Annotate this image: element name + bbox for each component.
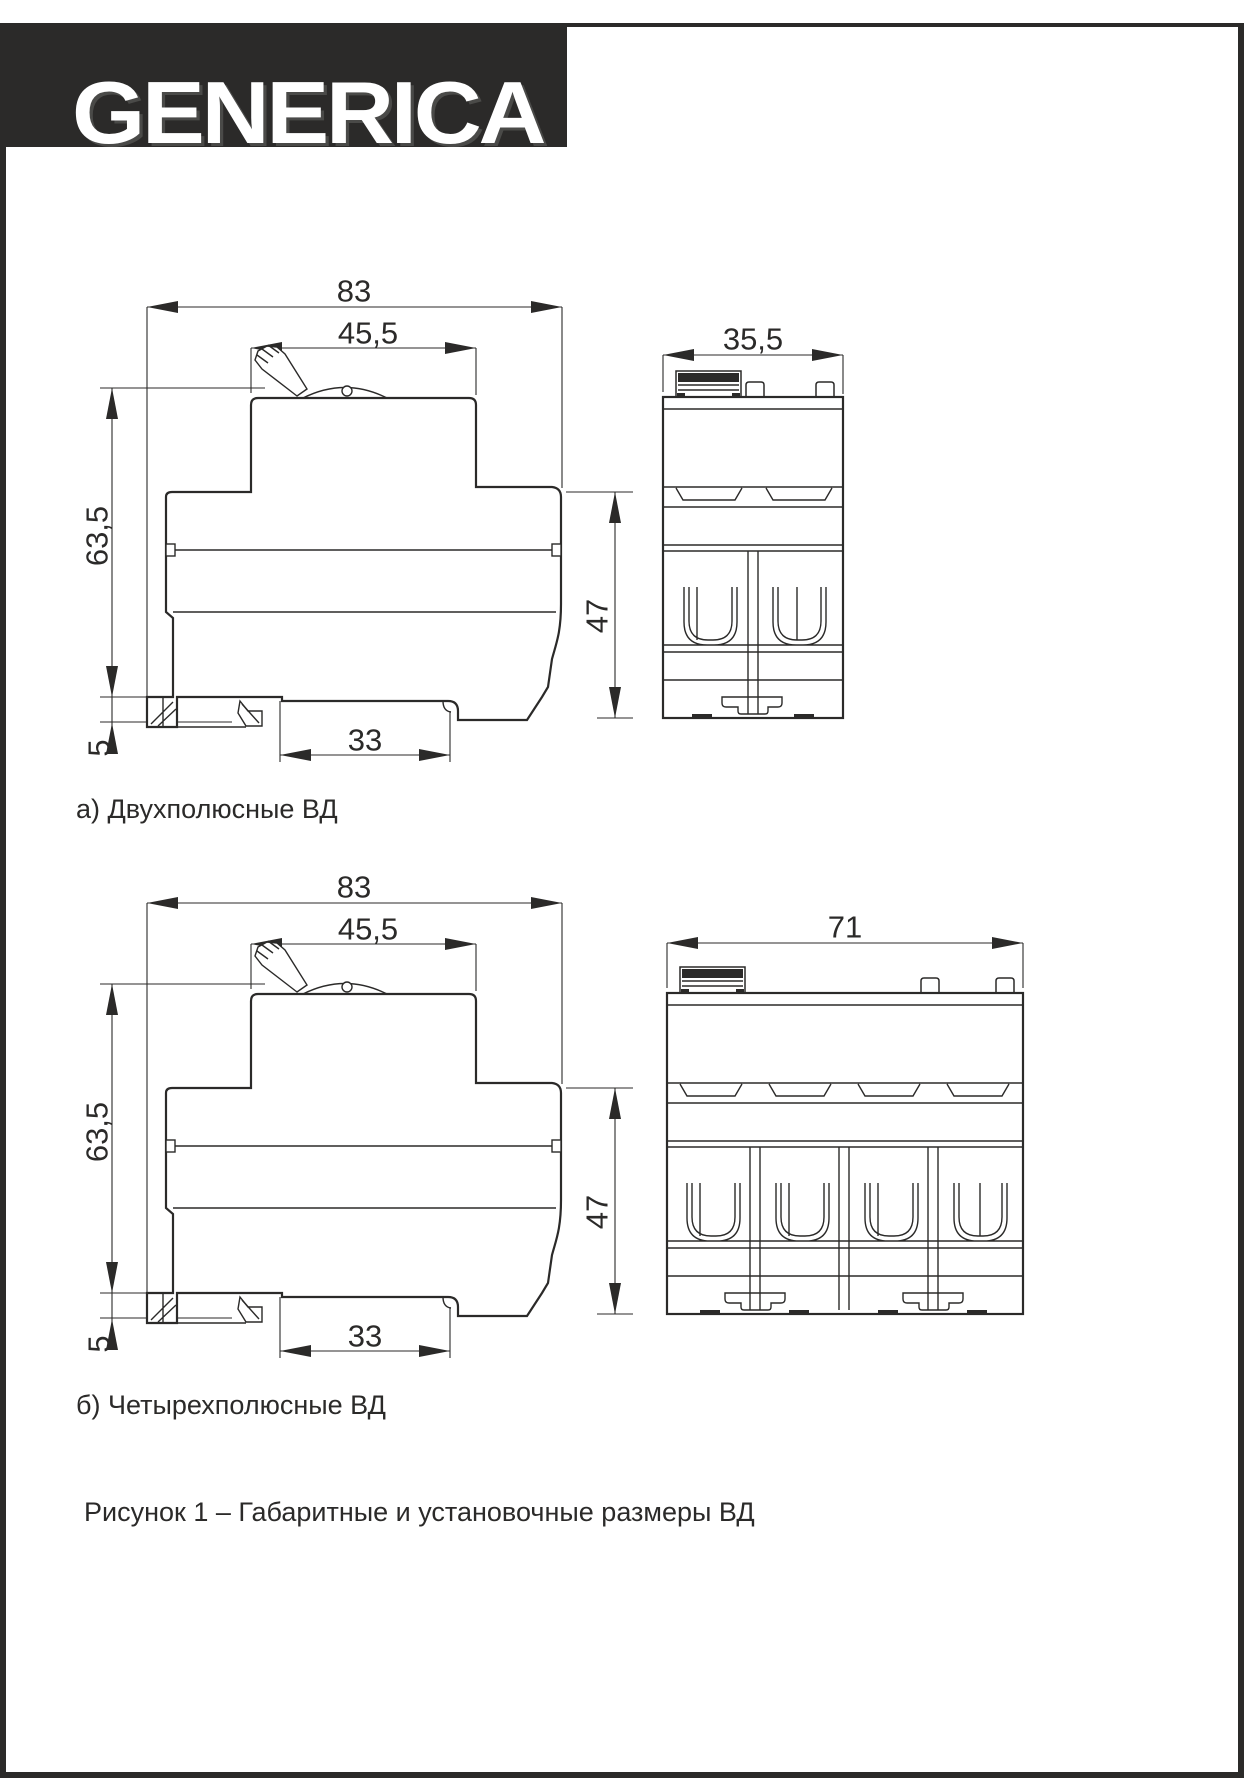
dim-b-overall-width: 83 — [336, 869, 372, 905]
dim-a-rail-slot-width: 33 — [347, 722, 383, 758]
dim-b-panel-height: 47 — [579, 1194, 615, 1230]
front-view-two-pole — [663, 349, 843, 718]
dim-b-rail-slot-width: 33 — [347, 1318, 383, 1354]
side-view-four-pole — [100, 897, 633, 1358]
dim-a-overall-width: 83 — [336, 273, 372, 309]
dim-a-panel-height: 47 — [579, 598, 615, 634]
dim-a-body-height: 63,5 — [79, 505, 115, 567]
figure-caption: Рисунок 1 – Габаритные и установочные размеры ВД — [84, 1497, 755, 1527]
dim-b-device-width: 71 — [827, 909, 863, 945]
side-view-two-pole — [100, 301, 633, 762]
front-view-four-pole — [667, 937, 1023, 1314]
brand-logo: GENERICA — [72, 63, 544, 162]
dim-a-rail-recess-depth: 5 — [81, 739, 117, 757]
dim-b-body-height: 63,5 — [79, 1101, 115, 1163]
dim-a-device-width: 35,5 — [722, 321, 784, 357]
dim-a-handle-section-width: 45,5 — [337, 315, 399, 351]
drawing-a-label: а) Двухполюсные ВД — [76, 794, 338, 824]
dim-b-handle-section-width: 45,5 — [337, 911, 399, 947]
drawing-b-label: б) Четырехполюсные ВД — [76, 1390, 386, 1420]
dim-b-rail-recess-depth: 5 — [81, 1335, 117, 1353]
